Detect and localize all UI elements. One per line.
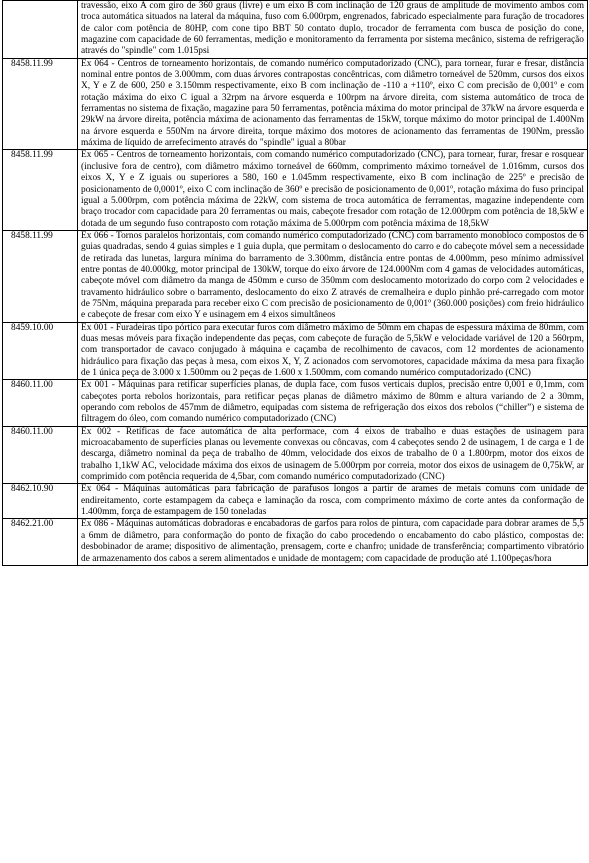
table-row	[3, 519, 588, 565]
table-row	[3, 322, 588, 380]
description-cell: Ex 001 - Furadeiras tipo pórtico para executar furos com diâmetro máximo de 50mm em chapas de espessura máxima de 80mm, com duas mesas móveis para fixação independente das peças, com cabeçote de furação de 5,5kW e velocidade variável de 120 a 560rpm, com transportador de cavaco conjugado à máquina e caçamba de recolhimento de cavacos, com 12 mordentes de acionamento hidráulico para fixação das peças à mesa, com eixos X, Y, Z acionados com servomotores, capacidade máxima da mesa para fixação de 1 única peça de 3.000 x 1.500mm ou 2 peças de 1.600 x 1.500mm, com comando numérico computadorizado (CNC)	[78, 322, 588, 380]
ncm-tariff-table	[2, 0, 588, 566]
ncm-code-cell: 8462.10.90	[3, 484, 78, 519]
ncm-code-cell: 8460.11.00	[3, 380, 78, 426]
description-cell: travessão, eixo A com giro de 360 graus (livre) e um eixo B com inclinação de 120 graus de amplitude de movimento ambos com troca automática situados na lateral da máquina, fuso com 6.000rpm, engrenados, fabricado especialmente para furação de trocadores de calor com potência de 80HP, com cone tipo BBT 50 contato duplo, trocador de ferramenta com busca de posição do cone, magazine com capacidade de 60 ferramentas, medição e monitoramento da ferramenta por sistema mecânico, sistema de refrigeração através do "spindle" com 1.015psi	[78, 1, 588, 59]
table-row	[3, 230, 588, 322]
ncm-code-cell: 8458.11.99	[3, 150, 78, 230]
description-cell: Ex 065 - Centros de torneamento horizontais, com comando numérico computadorizado (CNC), para tornear, furar, fresar e rosquear (inclusive fora de centro), com diâmetro máximo torneável de 660mm, comprimento máximo torneável de 1.016mm, cursos dos eixos X, Y e Z iguais ou superiores a 580, 160 e 1.045mm respectivamente, eixo B com inclinação de 225º e precisão de posicionamento de 0,0001º, eixo C com inclinação de 360º e precisão de posicionamento de 0,001º, rotação máxima do fuso principal igual a 5.000rpm, com potência máxima de 22kW, com sistema de troca automática de ferramentas, magazine independente com braço trocador com capacidade para 20 ferramentas ou mais, cabeçote fresador com rotação de 12.000rpm com potência de 18,5kW e dotada de um segundo fuso contraposto com rotação máxima de 5.000rpm com potência máxima de 18,5kW	[78, 150, 588, 230]
ncm-code-cell: 8460.11.00	[3, 426, 78, 484]
ncm-code-cell: 8462.21.00	[3, 519, 78, 565]
ncm-code-cell	[3, 1, 78, 59]
table-row	[3, 58, 588, 150]
ncm-code-cell: 8458.11.99	[3, 230, 78, 322]
table-row	[3, 484, 588, 519]
description-cell: Ex 064 - Máquinas automáticas para fabricação de parafusos longos a partir de arames de metais comuns com unidade de endireitamento, corte estampagem da cabeça e laminação da rosca, com comprimento máximo de corte antes da conformação de 1.400mm, força de estampagem de 150 toneladas	[78, 484, 588, 519]
table-row	[3, 150, 588, 230]
table-row	[3, 426, 588, 484]
description-cell: Ex 086 - Máquinas automáticas dobradoras e encabadoras de garfos para rolos de pintura, com capacidade para dobrar arames de 5,5 a 6mm de diâmetro, para conformação do ponto de fixação do cabo procedendo o encabamento do cabo plástico, compostas de: desbobinador de arame; dispositivo de alimentação, prensagem, corte e chanfro; unidade de transferência; compartimento vibratório de armazenamento dos cabos a serem alimentados e unidade de montagem; com capacidade de produção até 1.100peças/hora	[78, 519, 588, 565]
table-row	[3, 1, 588, 59]
description-cell: Ex 066 - Tornos paralelos horizontais, com comando numérico computadorizado (CNC) com barramento monobloco compostos de 6 guias quadradas, sendo 4 guias simples e 1 guia dupla, que permitam o deslocamento do carro e do cabeçote móvel sem a necessidade de retirada das lunetas, largura mínima do barramento de 3.300mm, distância entre pontas de 4.000mm, peso mínimo admissível entre pontas de 40.000kg, motor principal de 130kW, torque do eixo árvore de 124.000Nm com 4 gamas de velocidades automáticas, cabeçote móvel com diâmetro da manga de 450mm e curso de 350mm com deslocamento motorizado do corpo com 2 velocidades e travamento hidráulico sobre o barramento, deslocamento do eixo Z através de cremalheira e duplo pinhão pré-carregado com motor de 75Nm, máquina preparada para receber eixo C com precisão de posicionamento de 0,001º (360.000 posições) com freio hidráulico e cabeçote de fresar com eixo Y e usinagem em 4 eixos simultâneos	[78, 230, 588, 322]
table-row	[3, 380, 588, 426]
ncm-code-cell: 8458.11.99	[3, 58, 78, 150]
description-cell: Ex 002 - Retíficas de face automática de alta performace, com 4 eixos de trabalho e duas estações de usinagem para microacabamento de superfícies planas ou levemente convexas ou côncavas, com 4 cabeçotes sendo 2 de usinagem, 1 de carga e 1 de descarga, diâmetro nominal da peça de trabalho de 40mm, velocidade dos eixos de trabalho de 0 a 1.800rpm, motor dos eixos de trabalho 1,1kW AC, velocidade máxima dos eixos de usinagem de 5.000rpm por correia, motor dos eixos de usinagem de 0,75kW, ar comprimido com potência requerida de 4,5bar, com comando numérico computadorizado (CNC)	[78, 426, 588, 484]
description-cell: Ex 064 - Centros de torneamento horizontais, de comando numérico computadorizado (CNC), para tornear, furar e fresar, distância nominal entre pontos de 3.000mm, com duas árvores contrapostas concêntricas, com diâmetro torneável de 520mm, cursos dos eixos X, Y e Z de 600, 250 e 3.150mm respectivamente, eixo B com inclinação de -110 a +110º, eixo C com precisão de 0,001º e com rotação máxima do eixo C igual a 32rpm na árvore esquerda e 100rpm na árvore direita, com sistema automático de troca de ferramentas no sistema de fixação, magazine para 50 ferramentas, potência máxima do motor principal de 37kW na árvore esquerda e 29kW na árvore direita, potência máxima de acionamento das ferramentas de 15kW, torque máximo do motor principal de 1.400Nm na árvore esquerda e 550Nm na árvore direita, torque máximo dos motores de acionamento das ferramentas de 190Nm, pressão máxima de líquido de arrefecimento através do "spindle" igual a 80bar	[78, 58, 588, 150]
ncm-code-cell: 8459.10.00	[3, 322, 78, 380]
description-cell: Ex 001 - Máquinas para retificar superfícies planas, de dupla face, com fusos verticais duplos, precisão entre 0,001 e 0,1mm, com cabeçotes porta rebolos horizontais, para retificar peças planas de diâmetro máximo de 80mm e altura variando de 2 a 30mm, operando com rebolos de 457mm de diâmetro, equipadas com sistema de refrigeração dos eixos dos rebolos (“chiller”) e sistema de filtragem do óleo, com comando numérico computadorizado (CNC)	[78, 380, 588, 426]
